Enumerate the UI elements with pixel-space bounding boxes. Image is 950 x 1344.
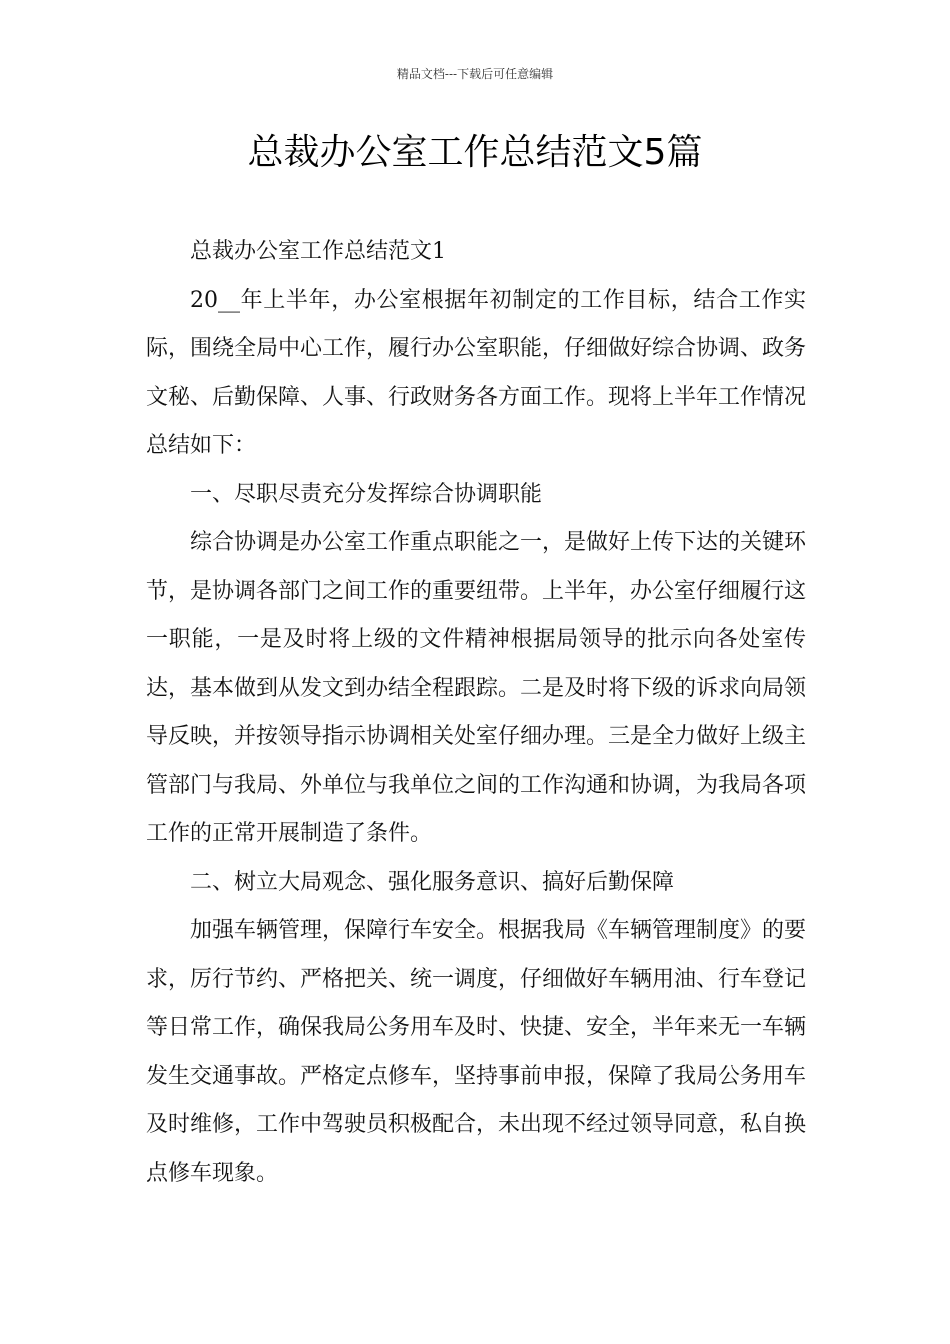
section-heading-part-2: 二、树立大局观念、强化服务意识、搞好后勤保障 bbox=[190, 869, 675, 895]
document-title: 总裁办公室工作总结范文5篇 bbox=[247, 132, 703, 173]
section-heading-part-1: 一、尽职尽责充分发挥综合协调职能 bbox=[190, 481, 543, 507]
body-paragraph-vehicles: 加强车辆管理，保障行车安全。根据我局《车辆管理制度》的要求，厉行节约、严格把关、统一调度，仔细做好车辆用油、行车登记等日常工作，确保我局公务用车及时、快捷、安全，半年来无一车辆发生交通事故。严格定点修车，坚持事前申报，保障了我局公务用车及时维修，工作中驾驶员积极配合，未出现不经过领导同意，私自换点修车现象。 bbox=[146, 918, 807, 1186]
body-paragraph-coordination: 综合协调是办公室工作重点职能之一，是做好上传下达的关键环节，是协调各部门之间工作的重要纽带。上半年，办公室仔细履行这一职能，一是及时将上级的文件精神根据局领导的批示向各处室传达，基本做到从发文到办结全程跟踪。二是及时将下级的诉求向局领导反映，并按领导指示协调相关处室仔细办理。三是全力做好上级主管部门与我局、外单位与我单位之间的工作沟通和协调，为我局各项工作的正常开展制造了条件。 bbox=[146, 530, 807, 846]
body-paragraph-intro: 20__年上半年，办公室根据年初制定的工作目标，结合工作实际，围绕全局中心工作，履行办公室职能，仔细做好综合协调、政务文秘、后勤保障、人事、行政财务各方面工作。现将上半年工作情况总结如下： bbox=[146, 287, 807, 458]
page-header-note: 精品文档---下载后可任意编辑 bbox=[396, 67, 554, 81]
document-body bbox=[146, 228, 806, 1198]
section-heading-article-1: 总裁办公室工作总结范文1 bbox=[190, 239, 446, 264]
